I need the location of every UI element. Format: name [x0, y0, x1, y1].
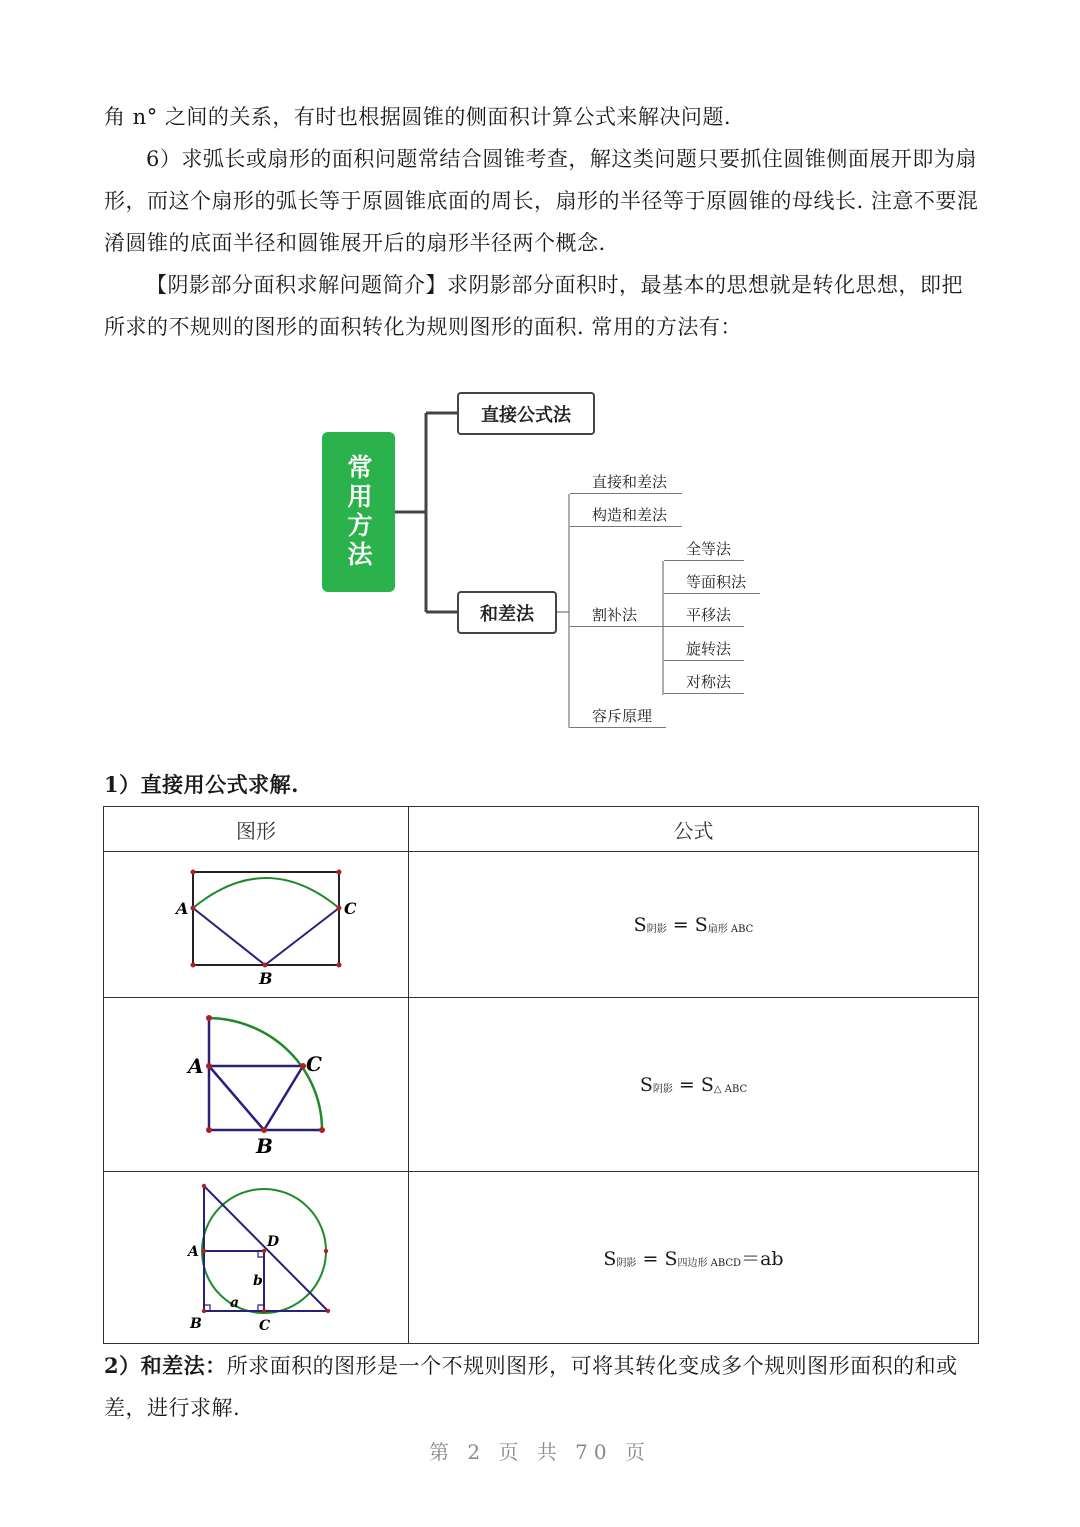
square-circle-diagram — [156, 1176, 356, 1336]
paragraph-shadow-intro: 【阴影部分面积求解问题简介】求阴影部分面积时，最基本的思想就是转化思想，即把所求的不规则的图形的面积转化为规则图形的面积. 常用的方法有： — [104, 273, 963, 339]
table-row — [104, 852, 979, 998]
label-b: b — [253, 1272, 263, 1289]
label-B: B — [190, 1315, 202, 1332]
mindmap-leaf-translation: 平移法 — [664, 604, 744, 627]
formula-table — [103, 806, 979, 1344]
mindmap-leaf-congruence: 全等法 — [664, 538, 744, 561]
label-a: a — [230, 1294, 240, 1311]
section1-heading: 1）直接用公式求解. — [104, 772, 299, 797]
label-B: B — [259, 968, 273, 988]
figure-quarter-circle-triangle — [104, 998, 409, 1172]
mindmap-leaf-cut-fill: 割补法 — [570, 604, 664, 627]
mindmap-leaf-equal-area: 等面积法 — [664, 571, 760, 594]
table-row — [104, 1172, 979, 1344]
figure-sector-rectangle — [104, 852, 409, 998]
mindmap-leaf-symmetry: 对称法 — [664, 671, 744, 694]
label-B: B — [256, 1133, 273, 1158]
figure-inscribed-circle-square — [104, 1172, 409, 1344]
label-C: C — [306, 1051, 322, 1076]
mindmap-branch-direct-formula: 直接公式法 — [457, 392, 595, 435]
header-formula: 公式 — [409, 807, 979, 852]
methods-mindmap — [300, 380, 800, 740]
page-footer: 第 2 页 共 70 页 — [429, 1440, 651, 1464]
label-C: C — [344, 898, 356, 918]
mindmap-leaf-direct-sumdiff: 直接和差法 — [570, 471, 682, 494]
sector-diagram — [156, 858, 356, 988]
mindmap-branch-sum-diff: 和差法 — [457, 591, 557, 634]
label-A: A — [188, 1243, 199, 1260]
mindmap-leaf-inclusion-exclusion: 容斥原理 — [570, 705, 666, 728]
mindmap-root: 常用方法 — [322, 432, 395, 592]
mindmap-leaf-construct-sumdiff: 构造和差法 — [570, 504, 682, 527]
label-A: A — [188, 1053, 204, 1078]
paragraph-arc-sector: 6）求弧长或扇形的面积问题常结合圆锥考查，解这类问题只要抓住圆锥侧面展开即为扇形，而这个扇形的弧长等于原圆锥底面的周长，扇形的半径等于原圆锥的母线长. 注意不要混淆圆锥的底面半径和圆锥展开后的扇形半径两个概念. — [104, 147, 979, 255]
label-D: D — [267, 1233, 280, 1250]
section2-text: 所求面积的图形是一个不规则图形，可将其转化变成多个规则图形面积的和或差，进行求解. — [104, 1354, 958, 1420]
table-row — [104, 998, 979, 1172]
formula-quadrilateral: S阴影 = S四边形 ABCD＝ab — [409, 1172, 979, 1344]
formula-triangle: S阴影 = S△ ABC — [409, 998, 979, 1172]
header-figure: 图形 — [104, 807, 409, 852]
triangle-diagram — [156, 1003, 356, 1163]
formula-sector: S阴影 = S扇形 ABC — [409, 852, 979, 998]
section2-paragraph — [104, 1345, 984, 1429]
mindmap-leaf-rotation: 旋转法 — [664, 638, 744, 661]
section2-heading: 2）和差法： — [104, 1353, 227, 1378]
paragraph-cone-relation: 角 n° 之间的关系，有时也根据圆锥的侧面积计算公式来解决问题. — [104, 105, 732, 129]
label-C: C — [259, 1317, 271, 1334]
label-A: A — [176, 898, 189, 918]
